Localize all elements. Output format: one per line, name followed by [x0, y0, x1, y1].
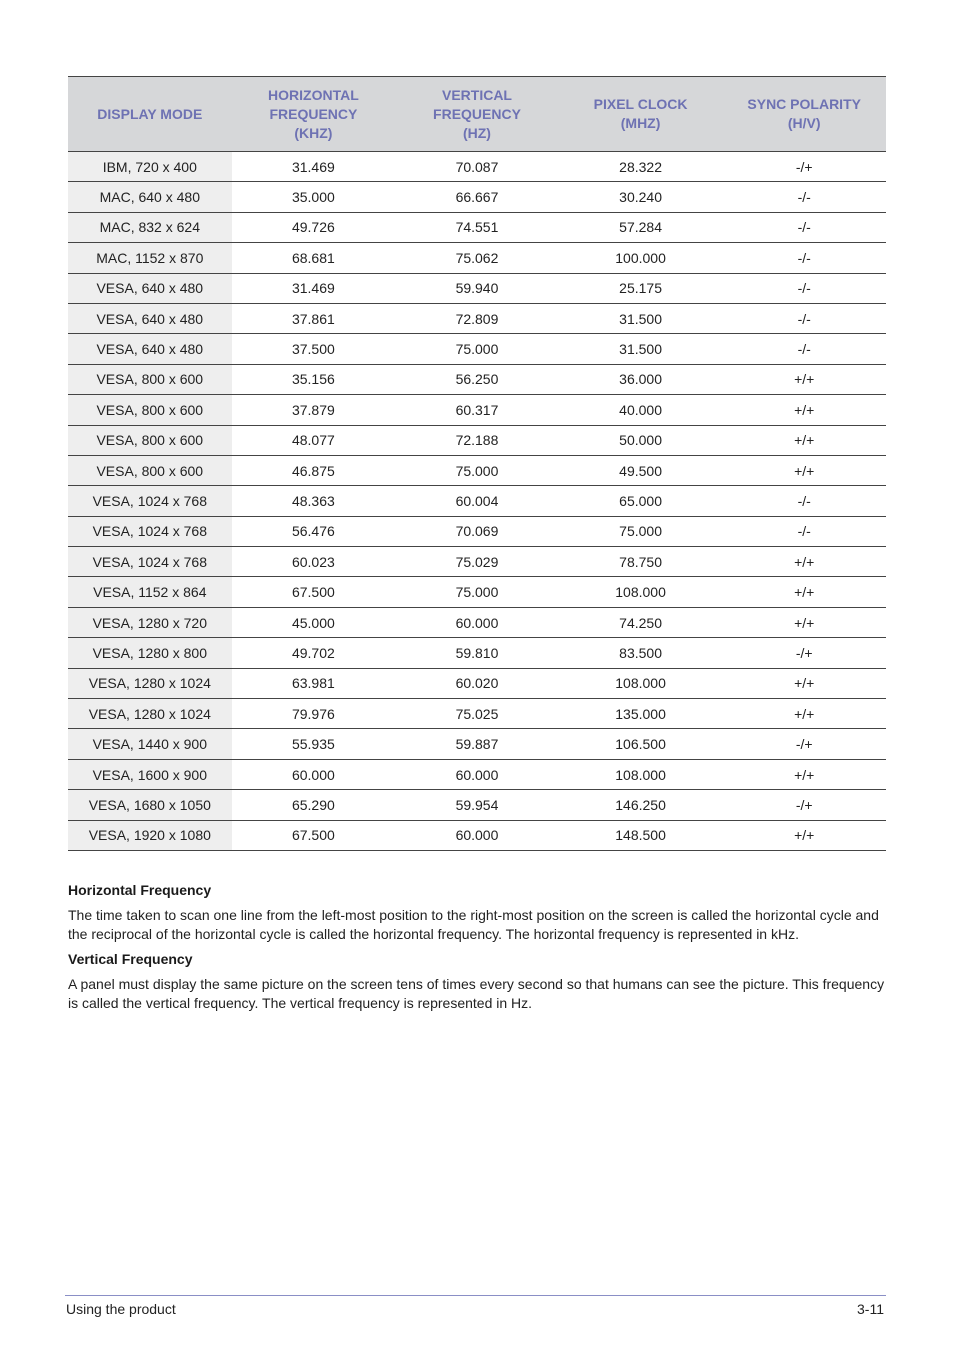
- cell-vertical-frequency: 60.000: [395, 820, 559, 850]
- cell-pixel-clock: 65.000: [559, 486, 723, 516]
- footer-section-title: Using the product: [66, 1301, 176, 1317]
- cell-sync-polarity: +/+: [722, 364, 886, 394]
- cell-vertical-frequency: 56.250: [395, 364, 559, 394]
- cell-sync-polarity: -/-: [722, 243, 886, 273]
- header-line: (HZ): [462, 124, 491, 141]
- cell-vertical-frequency: 59.940: [395, 273, 559, 303]
- cell-horizontal-frequency: 37.500: [232, 334, 396, 364]
- header-row: [68, 77, 886, 152]
- table-row: [68, 820, 886, 850]
- table-row: [68, 273, 886, 303]
- cell-horizontal-frequency: 60.023: [232, 547, 396, 577]
- header-line: PIXEL CLOCK: [593, 96, 688, 112]
- cell-horizontal-frequency: 67.500: [232, 820, 396, 850]
- cell-vertical-frequency: 59.887: [395, 729, 559, 759]
- cell-vertical-frequency: 60.000: [395, 759, 559, 789]
- table-row: [68, 699, 886, 729]
- table-row: [68, 577, 886, 607]
- cell-sync-polarity: -/-: [722, 303, 886, 333]
- footer-page-number: 3-11: [857, 1301, 884, 1317]
- cell-horizontal-frequency: 56.476: [232, 516, 396, 546]
- cell-display-mode: VESA, 800 x 600: [68, 455, 232, 485]
- cell-pixel-clock: 31.500: [559, 303, 723, 333]
- table-row: [68, 364, 886, 394]
- cell-display-mode: VESA, 640 x 480: [68, 334, 232, 364]
- table-row: [68, 516, 886, 546]
- cell-pixel-clock: 40.000: [559, 395, 723, 425]
- cell-vertical-frequency: 70.087: [395, 152, 559, 182]
- cell-vertical-frequency: 60.020: [395, 668, 559, 698]
- cell-display-mode: VESA, 800 x 600: [68, 364, 232, 394]
- cell-horizontal-frequency: 79.976: [232, 699, 396, 729]
- table-row: [68, 638, 886, 668]
- cell-pixel-clock: 100.000: [559, 243, 723, 273]
- cell-vertical-frequency: 66.667: [395, 182, 559, 212]
- cell-display-mode: MAC, 832 x 624: [68, 212, 232, 242]
- cell-sync-polarity: -/-: [722, 486, 886, 516]
- cell-vertical-frequency: 75.062: [395, 243, 559, 273]
- cell-sync-polarity: +/+: [722, 455, 886, 485]
- cell-horizontal-frequency: 37.861: [232, 303, 396, 333]
- cell-display-mode: VESA, 640 x 480: [68, 303, 232, 333]
- cell-pixel-clock: 108.000: [559, 668, 723, 698]
- cell-display-mode: VESA, 1680 x 1050: [68, 790, 232, 820]
- cell-sync-polarity: +/+: [722, 547, 886, 577]
- horizontal-frequency-text: The time taken to scan one line from the left-most position to the right-most position on the screen is called the horizontal cycle and the reciprocal of the horizontal cycle is called the horizontal frequency. The horizontal frequency is represented in kHz.: [68, 907, 879, 942]
- cell-sync-polarity: -/-: [722, 212, 886, 242]
- table-header: [68, 77, 886, 152]
- header-line: FREQUENCY: [269, 105, 358, 122]
- cell-sync-polarity: -/+: [722, 638, 886, 668]
- header-line: (MHZ): [620, 115, 661, 131]
- cell-pixel-clock: 74.250: [559, 607, 723, 637]
- header-line: FREQUENCY: [433, 105, 521, 122]
- cell-horizontal-frequency: 45.000: [232, 607, 396, 637]
- cell-display-mode: VESA, 1280 x 720: [68, 607, 232, 637]
- cell-sync-polarity: -/+: [722, 729, 886, 759]
- cell-pixel-clock: 146.250: [559, 790, 723, 820]
- cell-sync-polarity: +/+: [722, 577, 886, 607]
- header-line: HORIZONTAL: [268, 86, 359, 103]
- cell-vertical-frequency: 74.551: [395, 212, 559, 242]
- cell-sync-polarity: +/+: [722, 759, 886, 789]
- cell-vertical-frequency: 75.029: [395, 547, 559, 577]
- cell-sync-polarity: +/+: [722, 668, 886, 698]
- cell-display-mode: VESA, 1600 x 900: [68, 759, 232, 789]
- cell-vertical-frequency: 75.000: [395, 577, 559, 607]
- vertical-frequency-text: A panel must display the same picture on the screen tens of times every second so that humans can see the picture. This frequency is called the vertical frequency. The vertical frequency is represented in Hz.: [68, 976, 885, 1011]
- table-row: [68, 486, 886, 516]
- cell-horizontal-frequency: 67.500: [232, 577, 396, 607]
- cell-horizontal-frequency: 31.469: [232, 152, 396, 182]
- cell-sync-polarity: +/+: [722, 395, 886, 425]
- header-line: (KHZ): [294, 124, 333, 141]
- table-row: [68, 243, 886, 273]
- table-row: [68, 547, 886, 577]
- cell-sync-polarity: -/-: [722, 273, 886, 303]
- cell-pixel-clock: 25.175: [559, 273, 723, 303]
- cell-vertical-frequency: 59.954: [395, 790, 559, 820]
- table-row: [68, 790, 886, 820]
- cell-vertical-frequency: 60.004: [395, 486, 559, 516]
- cell-sync-polarity: -/+: [722, 152, 886, 182]
- cell-display-mode: VESA, 800 x 600: [68, 395, 232, 425]
- cell-display-mode: VESA, 1024 x 768: [68, 547, 232, 577]
- header-line: VERTICAL: [441, 86, 512, 103]
- cell-pixel-clock: 106.500: [559, 729, 723, 759]
- table-row: [68, 455, 886, 485]
- table-row: [68, 425, 886, 455]
- cell-vertical-frequency: 60.317: [395, 395, 559, 425]
- table-row: [68, 759, 886, 789]
- cell-horizontal-frequency: 63.981: [232, 668, 396, 698]
- table-row: [68, 182, 886, 212]
- header-pixel-clock: [559, 77, 723, 152]
- footer-divider: [65, 1295, 886, 1296]
- cell-vertical-frequency: 75.000: [395, 455, 559, 485]
- header-line: SYNC POLARITY: [747, 96, 861, 112]
- cell-horizontal-frequency: 37.879: [232, 395, 396, 425]
- cell-display-mode: VESA, 800 x 600: [68, 425, 232, 455]
- cell-display-mode: VESA, 1280 x 1024: [68, 668, 232, 698]
- cell-sync-polarity: +/+: [722, 820, 886, 850]
- cell-display-mode: VESA, 1280 x 1024: [68, 699, 232, 729]
- cell-pixel-clock: 57.284: [559, 212, 723, 242]
- horizontal-frequency-heading: Horizontal Frequency: [68, 882, 212, 898]
- cell-vertical-frequency: 72.809: [395, 303, 559, 333]
- cell-display-mode: IBM, 720 x 400: [68, 152, 232, 182]
- cell-display-mode: VESA, 1024 x 768: [68, 516, 232, 546]
- cell-pixel-clock: 30.240: [559, 182, 723, 212]
- cell-display-mode: VESA, 1280 x 800: [68, 638, 232, 668]
- header-vertical-frequency: [395, 77, 559, 152]
- cell-pixel-clock: 75.000: [559, 516, 723, 546]
- cell-display-mode: VESA, 640 x 480: [68, 273, 232, 303]
- cell-display-mode: VESA, 1440 x 900: [68, 729, 232, 759]
- table-row: [68, 607, 886, 637]
- cell-horizontal-frequency: 46.875: [232, 455, 396, 485]
- header-sync-polarity: [722, 77, 886, 152]
- cell-horizontal-frequency: 60.000: [232, 759, 396, 789]
- cell-pixel-clock: 148.500: [559, 820, 723, 850]
- cell-vertical-frequency: 75.000: [395, 334, 559, 364]
- cell-pixel-clock: 36.000: [559, 364, 723, 394]
- cell-sync-polarity: -/-: [722, 182, 886, 212]
- cell-pixel-clock: 49.500: [559, 455, 723, 485]
- cell-horizontal-frequency: 48.077: [232, 425, 396, 455]
- cell-horizontal-frequency: 65.290: [232, 790, 396, 820]
- table-body: [68, 152, 886, 851]
- cell-display-mode: VESA, 1152 x 864: [68, 577, 232, 607]
- cell-display-mode: VESA, 1024 x 768: [68, 486, 232, 516]
- table-row: [68, 303, 886, 333]
- cell-pixel-clock: 108.000: [559, 577, 723, 607]
- cell-horizontal-frequency: 49.726: [232, 212, 396, 242]
- cell-display-mode: VESA, 1920 x 1080: [68, 820, 232, 850]
- cell-pixel-clock: 83.500: [559, 638, 723, 668]
- cell-sync-polarity: +/+: [722, 699, 886, 729]
- table-row: [68, 334, 886, 364]
- cell-horizontal-frequency: 55.935: [232, 729, 396, 759]
- timing-table: [68, 76, 886, 851]
- cell-sync-polarity: +/+: [722, 425, 886, 455]
- table-row: [68, 152, 886, 182]
- cell-vertical-frequency: 72.188: [395, 425, 559, 455]
- cell-pixel-clock: 50.000: [559, 425, 723, 455]
- cell-sync-polarity: +/+: [722, 607, 886, 637]
- cell-pixel-clock: 78.750: [559, 547, 723, 577]
- table-row: [68, 668, 886, 698]
- cell-pixel-clock: 28.322: [559, 152, 723, 182]
- cell-horizontal-frequency: 49.702: [232, 638, 396, 668]
- cell-sync-polarity: -/-: [722, 334, 886, 364]
- header-line: DISPLAY MODE: [97, 105, 203, 122]
- cell-sync-polarity: -/-: [722, 516, 886, 546]
- header-line: (H/V): [787, 115, 821, 131]
- cell-vertical-frequency: 70.069: [395, 516, 559, 546]
- cell-vertical-frequency: 75.025: [395, 699, 559, 729]
- header-horizontal-frequency: [232, 77, 396, 152]
- cell-horizontal-frequency: 68.681: [232, 243, 396, 273]
- cell-pixel-clock: 31.500: [559, 334, 723, 364]
- cell-display-mode: MAC, 640 x 480: [68, 182, 232, 212]
- cell-sync-polarity: -/+: [722, 790, 886, 820]
- cell-vertical-frequency: 60.000: [395, 607, 559, 637]
- cell-horizontal-frequency: 35.156: [232, 364, 396, 394]
- table-row: [68, 395, 886, 425]
- cell-horizontal-frequency: 31.469: [232, 273, 396, 303]
- cell-horizontal-frequency: 35.000: [232, 182, 396, 212]
- cell-pixel-clock: 108.000: [559, 759, 723, 789]
- header-display-mode: [68, 77, 232, 152]
- cell-display-mode: MAC, 1152 x 870: [68, 243, 232, 273]
- table-row: [68, 212, 886, 242]
- table-row: [68, 729, 886, 759]
- vertical-frequency-heading: Vertical Frequency: [68, 951, 193, 967]
- cell-horizontal-frequency: 48.363: [232, 486, 396, 516]
- cell-pixel-clock: 135.000: [559, 699, 723, 729]
- cell-vertical-frequency: 59.810: [395, 638, 559, 668]
